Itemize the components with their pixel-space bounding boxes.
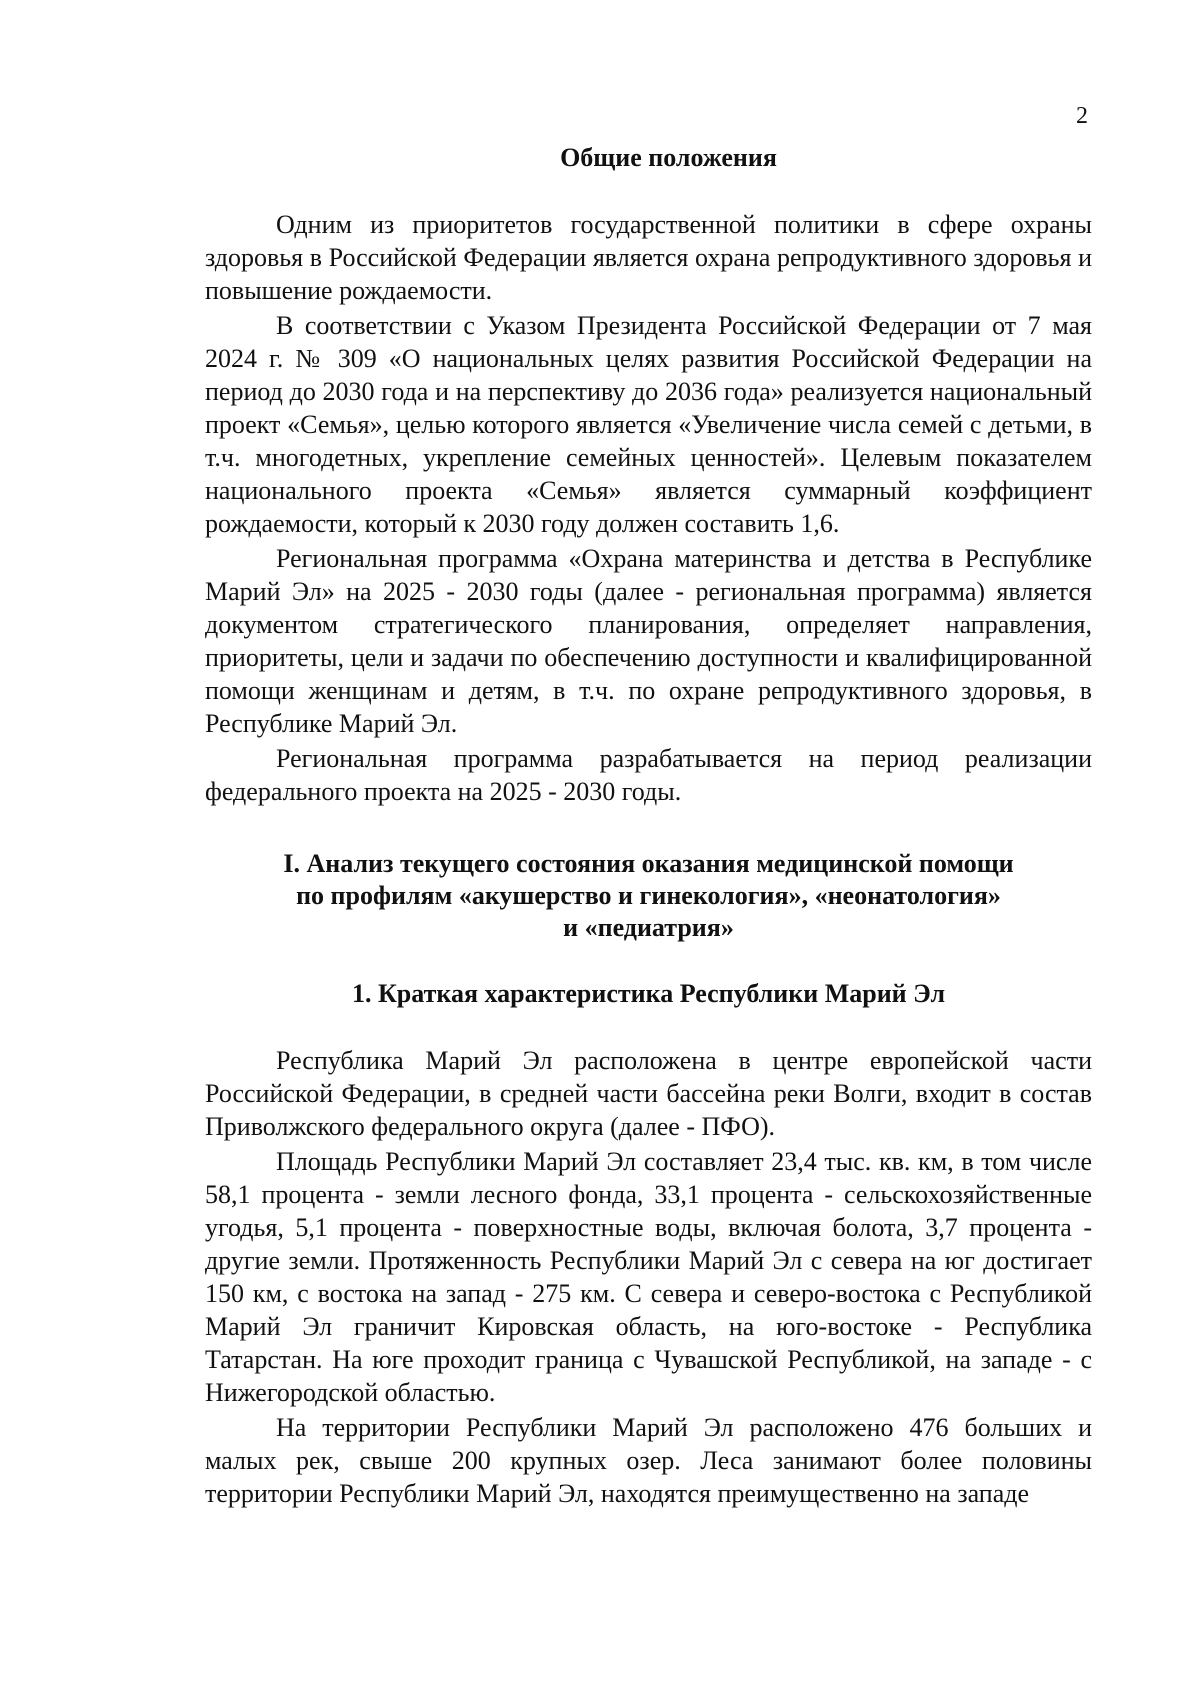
chapter-title: [205, 848, 1092, 944]
paragraph: На территории Республики Марий Эл расположено 476 больших и малых рек, свыше 200 крупных озер. Леса занимают более половины территории Республики Марий Эл, находятся преимущественно на западе: [205, 1413, 1092, 1508]
document-body: [205, 142, 1092, 1510]
chapter-title-line: и «педиатрия»: [563, 913, 734, 942]
paragraph: Одним из приоритетов государственной политики в сфере охраны здоровья в Российской Федерации является охрана репродуктивного здоровья и повышение рождаемости.: [205, 210, 1092, 305]
subsection-title: 1. Краткая характеристика Республики Марий Эл: [351, 979, 946, 1008]
section-title: Общие положения: [560, 143, 777, 172]
paragraph: Площадь Республики Марий Эл составляет 23,4 тыс. кв. км, в том числе 58,1 процента - земли лесного фонда, 33,1 процента - сельскохозяйственные угодья, 5,1 процента - поверхностные воды, включая болота, 3,7 процента - другие земли. Протяженность Республики Марий Эл с севера на юг достигает 150 км, с востока на запад - 275 км. С севера и северо-востока с Республикой Марий Эл граничит Кировская область, на юго-востоке - Республика Татарстан. На юге проходит граница с Чувашской Республикой, на западе - с Нижегородской областью.: [205, 1147, 1092, 1407]
paragraph: В соответствии с Указом Президента Российской Федерации от 7 мая 2024 г. № 309 «О национальных целях развития Российской Федерации на период до 2030 года и на перспективу до 2036 года» реализуется национальный проект «Семья», целью которого является «Увеличение числа семей с детьми, в т.ч. многодетных, укрепление семейных ценностей». Целевым показателем национального проекта «Семья» является суммарный коэффициент рождаемости, который к 2030 году должен составить 1,6.: [205, 311, 1092, 538]
paragraph: Республика Марий Эл расположена в центре европейской части Российской Федерации, в средней части бассейна реки Волги, входит в состав Приволжского федерального округа (далее - ПФО).: [205, 1046, 1092, 1141]
page-number: 2: [1076, 103, 1088, 129]
paragraph: Региональная программа разрабатывается на период реализации федерального проекта на 2025 - 2030 годы.: [205, 744, 1092, 806]
chapter-title-line: по профилям «акушерство и гинекология», «неонатология»: [296, 881, 1001, 910]
paragraph: Региональная программа «Охрана материнства и детства в Республике Марий Эл» на 2025 - 2030 годы (далее - региональная программа) является документом стратегического планирования, определяет направления, приоритеты, цели и задачи по обеспечению доступности и квалифицированной помощи женщинам и детям, в т.ч. по охране репродуктивного здоровья, в Республике Марий Эл.: [205, 544, 1092, 738]
chapter-title-line: I. Анализ текущего состояния оказания медицинской помощи: [283, 849, 1014, 878]
